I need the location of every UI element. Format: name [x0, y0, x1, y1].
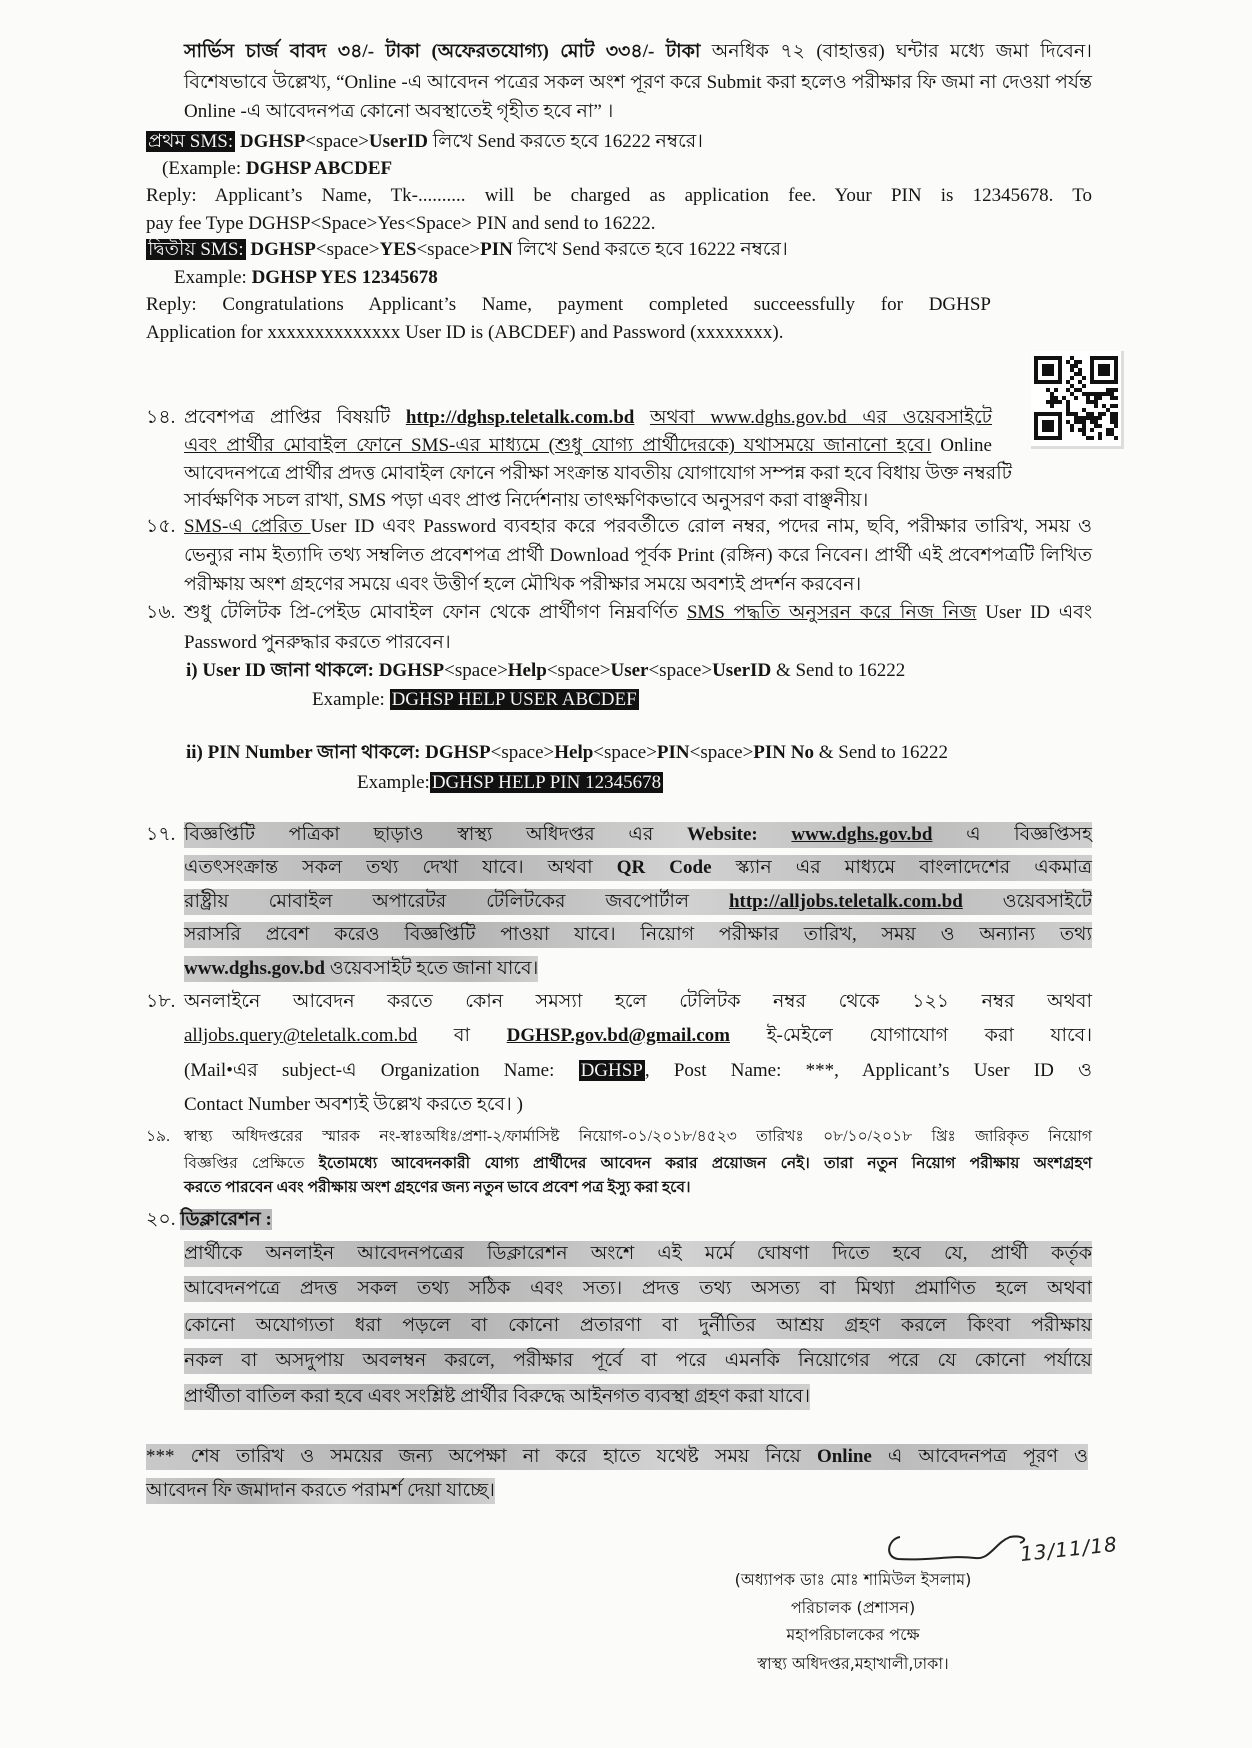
text-line: [184, 572, 861, 598]
text-line: [146, 320, 784, 346]
text-line: [184, 488, 868, 514]
link-text[interactable]: http://alljobs.teletalk.com.bd: [728, 891, 963, 912]
text-line: [184, 39, 1092, 65]
text-segment: Example:: [357, 772, 430, 793]
text-segment: <space>: [490, 742, 555, 763]
text-segment: করতে পারবেন এবং পরীক্ষায় অংশ গ্রহণের জন্য নতুন ভাবে প্রবেশ পত্র ইস্যু করা হবে।: [184, 1179, 691, 1196]
text-segment: ইতোমধ্যে আবেদনকারী যোগ্য প্রার্থীদের আবেদন করার প্রয়োজন নেই। তারা নতুন নিয়োগ পরীক্ষায় অংশগ্রহণ: [318, 1155, 1092, 1172]
qr-code: [1031, 351, 1124, 449]
text-segment: & Send to 16222: [771, 660, 906, 681]
text-line: [184, 956, 538, 982]
text-line: [186, 740, 948, 766]
text-line: [184, 889, 1092, 915]
highlighted-text: DGHSP: [580, 1060, 643, 1081]
link-text[interactable]: DGHSP.gov.bd@gmail.com: [506, 1025, 731, 1046]
text-segment: SMS-এ প্রেরিত: [184, 516, 311, 537]
signature-date: 13/11/18: [1019, 1531, 1119, 1567]
text-line: [184, 922, 1092, 948]
text-line: [146, 183, 1092, 209]
text-line: [146, 1207, 272, 1233]
text-segment: ডিক্লারেশন :: [180, 1209, 272, 1230]
text-segment: (অধ্যাপক ডাঃ মোঃ শামিউল ইসলাম): [734, 1570, 972, 1589]
text-segment: অনলাইনে আবেদন করতে কোন সমস্যা হলে টেলিটক নম্বর থেকে ১২১ নম্বর অথবা: [184, 991, 1092, 1012]
text-line: [186, 658, 905, 684]
text-segment: YES: [379, 239, 417, 260]
text-segment: Reply: Congratulations Applicant’s Name, payment completed succeessfully for DGHSP: [146, 294, 991, 315]
text-line: [184, 99, 613, 125]
text-segment: DGHSP YES 12345678: [251, 267, 438, 288]
text-line: [146, 1478, 495, 1504]
text-segment: নকল বা অসদুপায় অবলম্বন করলে, পরীক্ষার পূর্বে বা পরে এমনকি নিয়োগের পরে যে কোনো পর্যায়ে: [184, 1350, 1092, 1371]
item-number: ১৪.: [146, 407, 176, 428]
text-line: [146, 514, 1092, 540]
highlighted-text: DGHSP HELP USER ABCDEF: [391, 689, 637, 710]
text-segment: আবেদন ফি জমাদান করতে পরামর্শ দেয়া যাচ্ছে।: [146, 1480, 495, 1501]
text-line: [146, 989, 1092, 1015]
text-segment: (Example:: [162, 158, 246, 179]
text-segment: Online -এ আবেদনপত্র কোনো অবস্থাতেই গৃহীত হবে না” ।: [184, 101, 614, 122]
text-segment: <space>: [315, 239, 380, 260]
text-segment: রাষ্ট্রীয় মোবাইল অপারেটর টেলিটকের জবপোর্টাল: [184, 891, 729, 912]
text-segment: প্রার্থীকে অনলাইন আবেদনপত্রের ডিক্লারেশন অংশে এই মর্মে ঘোষণা দিতে হবে যে, প্রার্থী কর্তৃক: [184, 1243, 1092, 1264]
text-segment: ওয়েবসাইট হতে জানা যাবে।: [324, 958, 539, 979]
text-line: [184, 1384, 810, 1410]
link-text[interactable]: অথবা www.dghs.gov.bd এর ওয়েবসাইটে: [649, 407, 993, 428]
text-segment: Contact Number অবশ্যই উল্লেখ করতে হবে। ): [184, 1094, 523, 1115]
text-segment: PIN No: [753, 742, 814, 763]
highlighted-text: দ্বিতীয় SMS:: [148, 239, 244, 260]
text-segment: DGHSP: [378, 660, 445, 681]
text-segment: Password পুনরুদ্ধার করতে পারবেন।: [184, 632, 451, 653]
text-segment: DGHSP ABCDEF: [245, 158, 393, 179]
text-segment: ২০.: [146, 1209, 181, 1230]
text-segment: [634, 407, 650, 428]
text-segment: Application for xxxxxxxxxxxxxx User ID is (ABCDEF) and Password (xxxxxxxx).: [146, 322, 784, 343]
text-segment: মহাপরিচালকের পক্ষে: [786, 1625, 920, 1644]
text-line: [184, 543, 1092, 569]
text-segment: ওয়েবসাইটে: [962, 891, 1092, 912]
text-segment: পরিচালক (প্রশাসন): [790, 1598, 916, 1617]
text-segment: DGHSP: [239, 131, 306, 152]
text-line: [146, 1444, 1088, 1470]
text-segment: এ আবেদনপত্র পূরণ ও: [871, 1446, 1088, 1467]
text-segment: Reply: Applicant’s Name, Tk-.......... will be charged as application fee. Your PIN is 12345678. To: [146, 185, 1092, 206]
text-segment: স্বাস্থ্য অধিদপ্তর,মহাখালী,ঢাকা।: [757, 1654, 949, 1673]
text-line: [673, 1651, 1033, 1677]
text-segment: *** শেষ তারিখ ও সময়ের জন্য অপেক্ষা না করে হাতে যথেষ্ট সময় নিয়ে: [146, 1446, 817, 1467]
text-segment: <space>: [648, 660, 713, 681]
text-segment: DGHSP: [425, 742, 491, 763]
text-segment: PIN: [480, 239, 513, 260]
text-segment: <space>: [305, 131, 369, 152]
text-segment: User ID এবং Password ব্যবহার করে পরবর্তীতে রোল নম্বর, পদের নাম, ছবি, পরীক্ষার তারিখ, সময় ও: [310, 516, 1092, 537]
highlighted-text: প্রথম SMS:: [148, 131, 234, 152]
text-segment: Online: [816, 1446, 872, 1467]
text-segment: User ID এবং: [976, 602, 1093, 623]
link-text[interactable]: www.dghs.gov.bd: [184, 958, 325, 979]
text-segment: <space>: [444, 660, 508, 681]
text-segment: এবং প্রার্থীর মোবাইল ফোনে SMS-এর মাধ্যমে (শুধু যোগ্য প্রার্থীদেরকে) যথাসময়ে জানানো হবে।: [184, 435, 932, 456]
text-line: [357, 770, 663, 796]
text-line: [184, 1023, 1092, 1049]
text-segment: Online: [931, 435, 992, 456]
text-line: [184, 1276, 1092, 1302]
text-segment: Help: [507, 660, 547, 681]
text-line: [146, 129, 703, 155]
text-segment: স্ক্যান এর মাধ্যমে বাংলাদেশের একমাত্র: [711, 857, 1092, 878]
text-segment: User: [610, 660, 649, 681]
highlighted-text: DGHSP HELP PIN 12345678: [431, 772, 662, 793]
text-line: [146, 292, 991, 318]
item-number: ১৬.: [146, 602, 176, 623]
qr-code-graphic: [1034, 356, 1118, 440]
text-segment: কোনো অযোগ্যতা ধরা পড়লে বা কোনো প্রতারণা বা দুর্নীতির আশ্রয় গ্রহণ করলে কিংবা পরীক্ষায়: [184, 1315, 1092, 1336]
text-segment: লিখে Send করতে হবে 16222 নম্বরে।: [512, 239, 788, 260]
text-line: [184, 1092, 523, 1118]
text-segment: ই-মেইলে যোগাযোগ করা যাবে।: [730, 1025, 1092, 1046]
text-line: [146, 600, 1093, 626]
text-line: [162, 156, 392, 182]
text-line: [184, 1175, 691, 1201]
text-segment: , Post Name: ***, Applicant’s User ID ও: [644, 1060, 1092, 1081]
text-line: [184, 630, 451, 656]
item-number: ১৮.: [146, 991, 176, 1012]
text-segment: <space>: [546, 660, 611, 681]
text-line: [184, 1058, 1092, 1084]
text-segment: Example:: [312, 689, 390, 710]
text-segment: বিজ্ঞপ্তিটি পত্রিকা ছাড়াও স্বাস্থ্য অধিদপ্তর এর: [184, 824, 687, 845]
text-segment: & Send to 16222: [813, 742, 949, 763]
text-line: [184, 855, 1092, 881]
item-number: ১৭.: [146, 824, 176, 845]
text-segment: অনধিক ৭২ (বাহাত্তর) ঘন্টার মধ্যে জমা দিবেন।: [700, 41, 1092, 62]
text-line: [312, 687, 639, 713]
text-line: [184, 433, 992, 459]
text-segment: লিখে Send করতে হবে 16222 নম্বরে।: [428, 131, 703, 152]
text-segment: আবেদনপত্রে প্রদত্ত সকল তথ্য সঠিক এবং সত্য। প্রদত্ত তথ্য অসত্য বা মিথ্যা প্রমাণিত হলে অথবা: [184, 1278, 1092, 1299]
text-line: [146, 405, 993, 431]
item-number: ১৯.: [146, 1128, 170, 1145]
text-line: [174, 265, 438, 291]
text-segment: Website:: [687, 824, 792, 845]
text-segment: <space>: [593, 742, 657, 763]
text-segment: সার্ভিস চার্জ বাবদ ৩৪/- টাকা (অফেরতযোগ্য) মোট ৩৩৪/- টাকা: [184, 41, 701, 62]
text-segment: Help: [554, 742, 594, 763]
text-segment: SMS পদ্ধতি অনুসরন করে নিজ নিজ: [686, 602, 977, 623]
text-line: [673, 1622, 1033, 1648]
text-segment: <space>: [689, 742, 754, 763]
text-line: [184, 1241, 1092, 1267]
text-line: [184, 1151, 1092, 1177]
text-segment: Example:: [174, 267, 252, 288]
link-text[interactable]: alljobs.query@teletalk.com.bd: [184, 1025, 418, 1046]
link-text[interactable]: http://dghsp.teletalk.com.bd: [405, 407, 635, 428]
text-segment: UserID: [712, 660, 772, 681]
text-line: [184, 461, 1013, 487]
text-segment: এতৎসংক্রান্ত সকল তথ্য দেখা যাবে। অথবা: [184, 857, 617, 878]
text-segment: i) User ID জানা থাকলে:: [186, 660, 379, 681]
text-segment: স্বাস্থ্য অধিদপ্তরের স্মারক নং-স্বাঃঅধিঃ/প্রশা-২/ফার্মাসিষ্ট নিয়োগ-০১/২০১৮/৪৫২৩ তারিখঃ ০৮/১০/২০১৮ খ্রিঃ জারিকৃত নিয়োগ: [184, 1128, 1092, 1145]
text-segment: বিজ্ঞপ্তির প্রেক্ষিতে: [184, 1155, 319, 1172]
text-segment: QR Code: [616, 857, 712, 878]
text-line: [184, 70, 1092, 96]
text-segment: এ বিজ্ঞপ্তিসহ: [932, 824, 1092, 845]
text-segment: UserID: [368, 131, 429, 152]
text-segment: প্রবেশপত্র প্রাপ্তির বিষয়টি: [184, 407, 406, 428]
text-segment: pay fee Type DGHSP<Space>Yes<Space> PIN and send to 16222.: [146, 213, 656, 234]
text-segment: PIN: [656, 742, 690, 763]
text-segment: প্রার্থীতা বাতিল করা হবে এবং সংশ্লিষ্ট প্রার্থীর বিরুদ্ধে আইনগত ব্যবস্থা গ্রহণ করা যাবে।: [184, 1386, 811, 1407]
text-segment: পরীক্ষায় অংশ গ্রহণের সময়ে এবং উত্তীর্ণ হলে মৌখিক পরীক্ষার সময়ে অবশ্যই প্রদর্শন করবেন।: [184, 574, 862, 595]
text-segment: সার্বক্ষণিক সচল রাখা, SMS পড়া এবং প্রাপ্ত নির্দেশনায় তাৎক্ষণিকভাবে অনুসরণ করা বাঞ্ছনীয়।: [184, 490, 869, 511]
text-line: [184, 1348, 1092, 1374]
text-line: [146, 1124, 1092, 1150]
text-line: [184, 1313, 1092, 1339]
text-segment: DGHSP: [250, 239, 316, 260]
text-segment: (Mail•এর subject-এ Organization Name:: [184, 1060, 579, 1081]
text-segment: ii) PIN Number জানা থাকলে:: [186, 742, 426, 763]
text-segment: ভেন্যুর নাম ইত্যাদি তথ্য সম্বলিত প্রবেশপত্র প্রার্থী Download পূর্বক Print (রঙ্গিন) করে নিবেন। প্রার্থী এই প্রবেশপত্রটি লিখিত: [184, 545, 1092, 566]
link-text[interactable]: www.dghs.gov.bd: [791, 824, 933, 845]
text-segment: বা: [417, 1025, 507, 1046]
text-segment: সরাসরি প্রবেশ করেও বিজ্ঞপ্তিটি পাওয়া যাবে। নিয়োগ পরীক্ষার তারিখ, সময় ও অন্যান্য তথ্য: [184, 924, 1092, 945]
text-line: [673, 1595, 1033, 1621]
text-segment: আবেদনপত্রে প্রার্থীর প্রদত্ত মোবাইল ফোনে পরীক্ষা সংক্রান্ত যাবতীয় যোগাযোগ সম্পন্ন করা হবে বিধায় উক্ত নম্বরটি: [184, 463, 1013, 484]
text-line: [146, 237, 788, 263]
text-segment: শুধু টেলিটক প্রি-পেইড মোবাইল ফোন থেকে প্রার্থীগণ নিম্নবর্ণিত: [184, 602, 687, 623]
text-line: [146, 822, 1092, 848]
text-line: [146, 211, 655, 237]
text-segment: <space>: [416, 239, 481, 260]
text-segment: বিশেষভাবে উল্লেখ্য, “Online -এ আবেদন পত্রের সকল অংশ পূরণ করে Submit করা হলেও পরীক্ষার ফি জমা না দেওয়া পর্যন্ত: [184, 72, 1092, 93]
item-number: ১৫.: [146, 516, 176, 537]
